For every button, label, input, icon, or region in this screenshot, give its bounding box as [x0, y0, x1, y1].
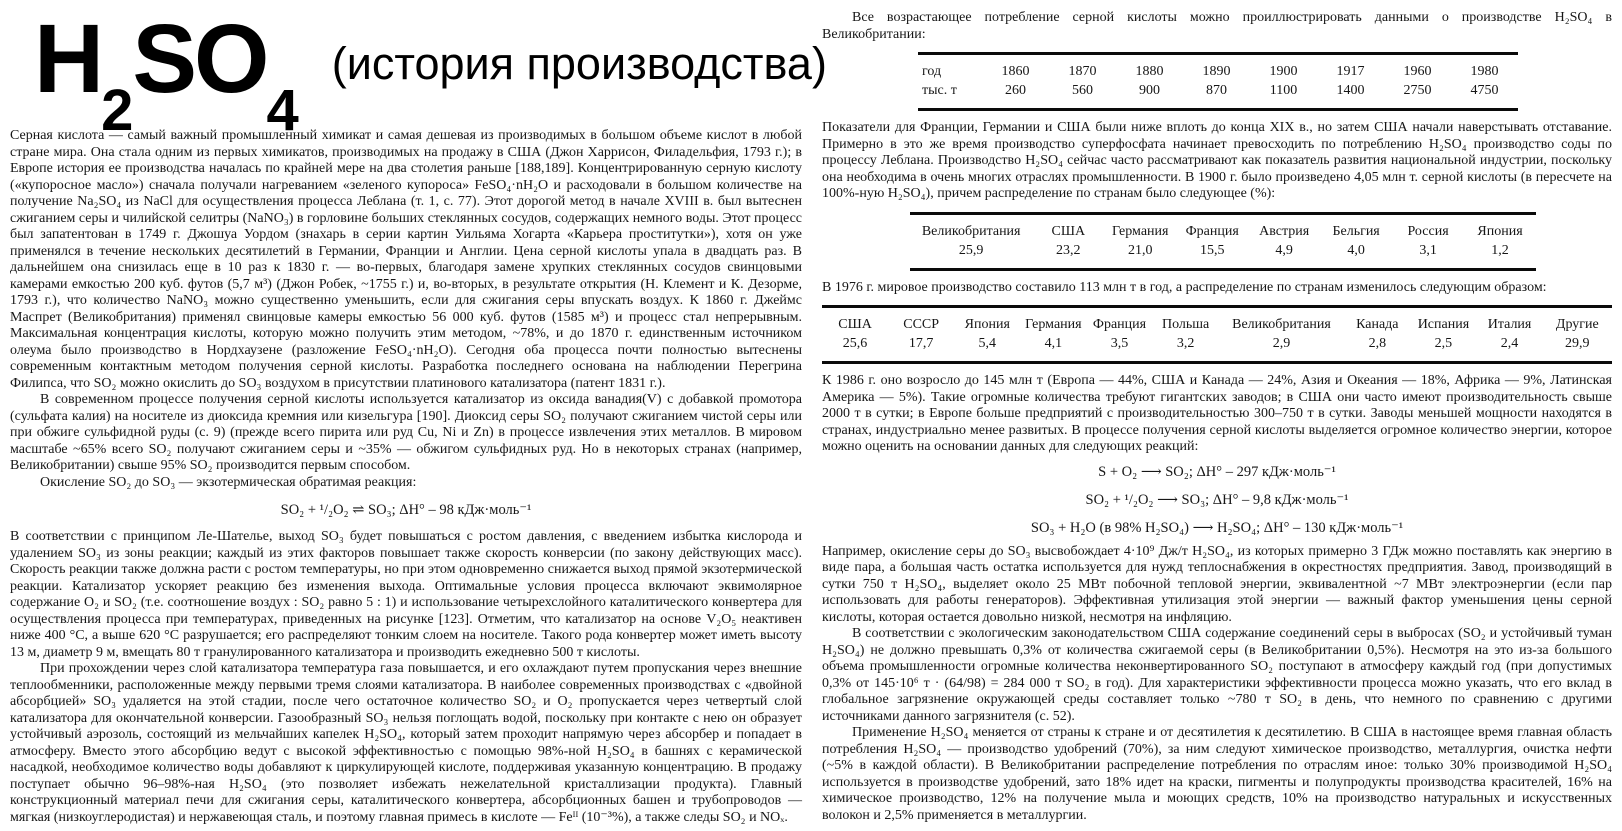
table-cell: Италия	[1487, 317, 1532, 332]
table-cell: 4,9	[1275, 242, 1293, 258]
table-cell: 23,2	[1056, 242, 1081, 258]
table-cell: 2,8	[1368, 336, 1387, 351]
table-row	[822, 315, 1612, 334]
table-cell: Франция	[1185, 223, 1239, 239]
title-formula-h: H	[34, 4, 102, 113]
table-cell: год	[922, 64, 942, 79]
para-catalyst-absorption: При прохождении через слой катализатора температура газа повышается, и его охлаждают путем пропускания через внешние теплообменники, расположенные между первыми тремя слоями катализатора. В наиболее современных производствах с «двойной абсорбцией» SO₃ удаляется на этой стадии, после чего остаточное количество SO₂ и O₂ пропускается через четвертый слой катализатора для окончательной конверсии. Газообразный SO₃ нельзя поглощать водой, поскольку при контакте с нею он образует устойчивый аэрозоль, состоящий из мельчайших капелек H₂SO₄, который затем проходит напрямую через абсорбер и попадает в атмосферу. Вместо этого абсорбцию ведут с высокой эффективностью с помощью 98%-ной H₂SO₄ в башнях с керамической насадкой, необходимое количество воды добавляют к циркулирующей кислоте, поддерживая указанную концентрацию. В продажу поступает обычно 96–98%-ная H₂SO₄ (это позволяет избежать нежелательной кристаллизации продукта). Главный конструкционный материал печи для сжигания серы, каталитического конвертера, абсорбционных башен и трубопроводов — мягкая (низкоуглеродистая) и нержавеющая сталь, и поэтому главная примесь в кислоте — Feᴵᴵ (10⁻³%), а также следы SO₂ и NOₓ.	[10, 661, 802, 825]
table-cell: тыс. т	[922, 83, 957, 98]
table-cell: Испания	[1417, 317, 1470, 332]
table-cell: Германия	[1112, 223, 1169, 239]
para-applications: Применение H₂SO₄ меняется от страны к стране и от десятилетия к десятилетию. В США в настоящее время главная область потребления H₂SO₄ — производство удобрений (70%), за ним следуют химическое производство, металлургия, очистка нефти (~5% в каждой области). В Великобритании распределение потребления по отраслям иное: только 30% производимой H₂SO₄ используется в производстве удобрений, зато 18% идет на краски, пигменты и полупродукты производства красителей, 16% на химическое производство, 12% на получение мыла и моющих средств, 10% на производство натуральных и искусственных волокон и 2,5% применяется в металлургии.	[822, 725, 1612, 823]
table-cell: 25,9	[958, 242, 984, 258]
equation-so2-to-so3: SO₂ + ¹/₂O₂ ⟶ SO₃; ΔH° – 9,8 кДж·моль⁻¹	[1085, 491, 1349, 508]
table-cell: 870	[1206, 83, 1227, 98]
table-cell: 1890	[1202, 64, 1231, 79]
table-cell: Великобритания	[921, 223, 1021, 239]
para-1900-production: Показатели для Франции, Германии и США были ниже вплоть до конца XIX в., но затем США начали наверстывать отставание. Примерно в это же время производство суперфосфата начинает превосходить по потреблению H₂SO₄ производство соды по процессу Леблана. Производство H₂SO₄ сейчас часто рассматривают как показатель развития национальной индустрии, поскольку она необходима в очень многих отраслях промышленности. В 1900 г. было произведено 4,05 млн т. серной кислоты (в пересчете на 100%-ную H₂SO₄), причем распределение по странам было следующее (%):	[822, 120, 1612, 201]
table-cell: 2750	[1403, 83, 1432, 98]
table-cell: 4750	[1470, 83, 1499, 98]
table-cell: Австрия	[1259, 223, 1310, 239]
table-cell: 3,5	[1110, 336, 1129, 351]
table-row	[918, 62, 1518, 81]
table-cell: 25,6	[842, 336, 868, 351]
table-cell: 3,1	[1419, 242, 1437, 258]
table-cell: 15,5	[1199, 242, 1225, 258]
title-formula-sub2: 2	[101, 78, 133, 143]
table-cell: 21,0	[1128, 242, 1153, 258]
title-formula-h2so4	[34, 4, 298, 143]
table-cell: 29,9	[1565, 336, 1590, 351]
table-cell: СССР	[903, 317, 940, 332]
table-row	[910, 241, 1536, 260]
table-cell: 2,5	[1434, 336, 1453, 351]
table-cell: 2,4	[1500, 336, 1519, 351]
equation-so2-equilibrium: SO₂ + ¹/₂O₂ ⇌ SO₃; ΔH° – 98 кДж·моль⁻¹	[280, 502, 532, 518]
equation-s-combustion: S + O₂ ⟶ SO₂; ΔH° – 297 кДж·моль⁻¹	[1098, 463, 1336, 480]
table-cell: 1960	[1403, 64, 1432, 79]
table-cell: 4,1	[1044, 336, 1063, 351]
table-cell: Канада	[1356, 317, 1399, 332]
table-row	[910, 222, 1536, 241]
table-cell: Другие	[1555, 317, 1599, 332]
table-cell: 3,2	[1176, 336, 1195, 351]
table-cell: Япония	[964, 317, 1010, 332]
table-row	[918, 81, 1518, 100]
table-cell: США	[838, 317, 872, 332]
table-cell: 17,7	[908, 336, 934, 351]
table-cell: Бельгия	[1332, 223, 1380, 239]
para-modern-process: В современном процессе получения серной кислоты используется катализатор из оксида ванадия(V) с добавкой промотора (сульфата калия) на носителе из диоксида кремния или кизельгура [190]. Диоксид серы SO₂ получают сжиганием чистой серы или при обжиге сульфидной руды (с. 9) (прежде всего пирита или руд Cu, Ni и Zn) в процессе извлечения этих металлов. В мировом масштабе ~65% всего SO₂ получают сжиганием серы и ~35% — обжигом сульфидных руд. Но в некоторых странах (например, Великобритании) свыше 95% SO₂ производится первым способом.	[10, 392, 802, 473]
para-environment-regulations: В соответствии с экологическим законодательством США содержание соединений серы в выбросах (SO₂ и устойчивый туман H₂SO₄) не должно превышать 0,3% от количества сжигаемой серы (в Великобритании 0,5%). Несмотря на это из-за большого объема промышленности огромные количества неконвертированного SO₂ поступают в атмосферу каждый год (при допустимых 0,3% от 145·10⁶ т · (64/98) = 284 000 т SO₂ в год). Для характеристики эффективности процесса можно указать, что его вклад в глобальное загрязнение окружающей среды составляет только ~780 т SO₂ в день, что немного по сравнению с другими источниками данного загрязнителя (с. 52).	[822, 626, 1612, 724]
table-cell: Польша	[1161, 317, 1210, 332]
table-cell: Великобритания	[1232, 317, 1331, 332]
table-cell: 2,9	[1272, 336, 1291, 351]
para-oxidation-lead-in: Окисление SO₂ до SO₃ — экзотермическая обратимая реакция:	[40, 474, 417, 490]
para-uk-consumption-intro: Все возрастающее потребление серной кислоты можно проиллюстрировать данными о производстве H₂SO₄ в Великобритании:	[822, 10, 1612, 42]
table-row	[822, 334, 1612, 353]
page-title	[34, 4, 827, 143]
table-cell: 1400	[1336, 83, 1365, 98]
table-cell: Франция	[1092, 317, 1147, 332]
para-history-intro: Серная кислота — самый важный промышленный химикат и самая дешевая из производимых в большом объеме кислот в любой стране мира. Она стала одним из первых химикатов, производимых на продажу в США (Джон Харрисон, Филадельфия, 1793 г.); в Европе история ее производства началась по крайней мере на два столетия раньше [188,189]. Концентрированную серную кислоту («купоросное масло») сначала получали нагреванием «зеленого купороса» FeSO₄·nH₂O и расходовали в большом количестве на получение Na₂SO₄ из NaCl для осуществления процесса Леблана (т. 1, с. 77). Этот дорогой метод в начале XVIII в. был вытеснен сжиганием серы и чилийской селитры (NaNO₃) в горловине больших стеклянных сосудов, содержащих немного воды. Этот процесс был запатентован в 1749 г. Джошуа Уордом (знахарь в серии картин Уильяма Хогарта «Карьера проститутки»), хотя он уже применялся в течение нескольких десятилетий в Германии, Франции и Англии. Цена серной кислоты упала в двадцать раз. В дальнейшем она снизилась еще в 10 раз к 1830 г. — во-первых, благодаря замене хрупких стеклянных сосудов свинцовыми камерами емкостью 200 куб. футов (5,7 м³) (Джон Робек, ~1755 г.) и, во-вторых, в результате открытия (Н. Клемент и К. Дезорме, 1793 г.), что количество NaNO₃ можно существенно уменьшить, если для сжигания серы впускать воздух. К 1860 г. Джеймс Маспрет (Великобритания) применял свинцовые камеры емкостью 56 000 куб. футов (1585 м³) и процесс стал непрерывным. Максимальная концентрация кислоты, которую можно получить этим методом, ~78%, и до 1870 г. единственным источником олеума было производство в Нордхаузене (разложение FeSO₄·nH₂O). Сегодня оба процесса почти полностью вытеснены современным контактным методом получения серной кислоты. Разработка последнего основана на наблюдении Перегрина Филипса, что SO₂ можно окислить до SO₃ воздухом в присутствии платинового катализатора (патент 1831 г.).	[10, 128, 802, 391]
reaction-equations	[822, 460, 1612, 540]
table-cell: 1860	[1001, 64, 1030, 79]
title-formula-sub4: 4	[266, 78, 298, 143]
table-cell: 1900	[1269, 64, 1298, 79]
title-formula-so: SO	[132, 4, 267, 113]
table-cell: 260	[1005, 83, 1026, 98]
production-1976-table	[822, 305, 1612, 364]
production-1900-table	[910, 212, 1536, 271]
table-cell: Россия	[1407, 223, 1449, 239]
equation-so3-hydration: SO₃ + H₂O (в 98% H₂SO₄) ⟶ H₂SO₄; ΔH° – 130 кДж·моль⁻¹	[1030, 519, 1404, 536]
table-cell: 1917	[1336, 64, 1365, 79]
table-cell: 1980	[1470, 64, 1499, 79]
table-cell: США	[1051, 223, 1086, 239]
table-cell: 1,2	[1491, 242, 1509, 258]
para-le-chatelier: В соответствии с принципом Ле-Шателье, выход SO₃ будет повышаться с ростом давления, с введением избытка кислорода и удалением SO₃ из зоны реакции; каждый из этих факторов повышает также скорость конверсии (по закону действующих масс). Скорость реакции также должна расти с ростом температуры, но при этом одновременно снижается выход прямой экзотермической реакции. Катализатор ускоряет реакцию без изменения выхода. Оптимальные условия процесса включают эквимолярное содержание O₂ и SO₂ (т.е. соотношение воздух : SO₂ равно 5 : 1) и использование четырехслойного каталитического конвертера для осуществления процесса при температурах, приведенных на рисунке [123]. Отметим, что катализатор на основе V₂O₅ неактивен ниже 400 °C, а выше 620 °C разрушается; его распределяют тонким слоем на носителе. Такого рода конвертер может иметь высоту 13 м, диаметр 9 м, вмещать 80 т гранулированного катализатора и производить ежедневно 500 т кислоты.	[10, 529, 802, 660]
para-energy-utilization: Например, окисление серы до SO₃ высвобождает 4·10⁹ Дж/т H₂SO₄, из которых примерно 3 ГДж можно поставлять как энергию в виде пара, а большая часть остатка используется для нужд теплоснабжения в окрестностях предприятия. Завод, производящий в сутки 750 т H₂SO₄, выделяет около 25 МВт побочной тепловой энергии, эквивалентной ~7 МВт электроэнергии (если пар использовать для работы генераторов). Эффективная утилизация этой энергии — важный фактор уменьшения цены серной кислоты, которая остается довольно низкой, несмотря на инфляцию.	[822, 543, 1612, 625]
para-1986-growth: К 1986 г. оно возросло до 145 млн т (Европа — 44%, США и Канада — 24%, Азия и Океания — 18%, Африка — 9%, Латинская Америка — 5%). Такие огромные количества требуют гигантских заводов; в США они часто имеют производительность свыше 2000 т в сутки; в Европе больше предприятий с производительностью 300–750 т в сутки. Заводы меньшей мощности находятся в странах, индустриально менее развитых. В процессе получения серной кислоты выделяется огромное количество энергии, которое можно оценить на основании данных для следующих реакций:	[822, 373, 1612, 454]
table-cell: 1870	[1068, 64, 1097, 79]
table-cell: 900	[1139, 83, 1160, 98]
right-column	[822, 10, 1612, 831]
left-column	[10, 128, 802, 826]
table-cell: 5,4	[978, 336, 997, 351]
title-subtitle: (история производства)	[331, 38, 827, 89]
table-cell: Германия	[1025, 317, 1082, 332]
para-1976-production: В 1976 г. мировое производство составило 113 млн т в год, а распределение по странам изменилось следующим образом:	[822, 279, 1547, 295]
table-cell: 4,0	[1347, 242, 1365, 258]
table-cell: 560	[1072, 83, 1093, 98]
table-cell: 1880	[1135, 64, 1164, 79]
table-cell: Япония	[1477, 223, 1523, 239]
table-cell: 1100	[1269, 83, 1298, 98]
uk-production-table	[918, 52, 1518, 111]
